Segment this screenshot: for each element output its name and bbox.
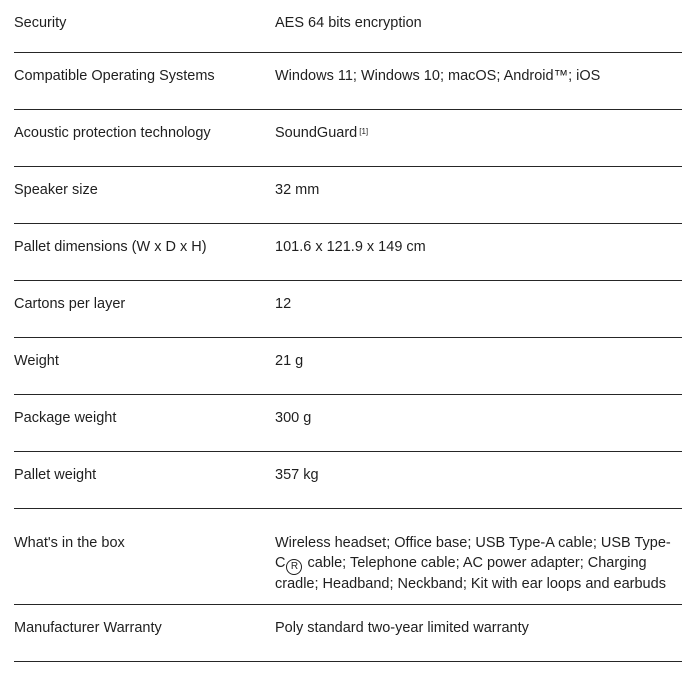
spec-row-pallet-dimensions: [14, 224, 682, 281]
spec-row-security: [14, 0, 682, 53]
spec-row-pallet-weight: [14, 452, 682, 509]
spec-label: Pallet dimensions (W x D x H): [14, 239, 207, 255]
spec-value-text: Wireless headset; Office base; USB Type-A cable; USB Type-C: [275, 535, 671, 571]
spec-label: What's in the box: [14, 535, 125, 551]
spec-value: Poly standard two-year limited warranty: [275, 620, 529, 636]
spec-value: [275, 534, 682, 604]
spec-value: 32 mm: [275, 182, 320, 198]
spec-value: AES 64 bits encryption: [275, 15, 422, 31]
spec-label: Security: [14, 15, 67, 31]
spec-row-manufacturer-warranty: [14, 605, 682, 662]
spec-label: Manufacturer Warranty: [14, 620, 162, 636]
spec-row-compatible-os: [14, 53, 682, 110]
spec-label: Acoustic protection technology: [14, 125, 211, 141]
spec-label: Weight: [14, 353, 59, 369]
spec-label: Pallet weight: [14, 467, 97, 483]
spec-value: 21 g: [275, 353, 304, 369]
footnote-reference[interactable]: [1]: [359, 127, 369, 136]
spec-value: 12: [275, 296, 292, 312]
spec-row-package-weight: [14, 395, 682, 452]
spec-row-cartons-per-layer: [14, 281, 682, 338]
spec-value: Windows 11; Windows 10; macOS; Android™; iOS: [275, 68, 601, 84]
spec-value: 357 kg: [275, 467, 319, 483]
spec-value-text: cable; Telephone cable; AC power adapter; Charging cradle; Headband; Neckband; Kit with ear loops and earbuds: [275, 554, 666, 592]
spec-label: Cartons per layer: [14, 296, 126, 312]
spec-value: 300 g: [275, 410, 312, 426]
registered-r-icon: R: [286, 559, 302, 575]
spec-label: Compatible Operating Systems: [14, 68, 215, 84]
spec-row-weight: [14, 338, 682, 395]
spec-row-speaker-size: [14, 167, 682, 224]
spec-row-acoustic-protection: [14, 110, 682, 167]
spec-value: [275, 124, 682, 166]
spec-label: Speaker size: [14, 182, 98, 198]
spec-value-text: SoundGuard: [275, 125, 358, 141]
spec-label: Package weight: [14, 410, 117, 426]
spec-value: 101.6 x 121.9 x 149 cm: [275, 239, 426, 255]
spec-row-whats-in-the-box: [14, 509, 682, 605]
specifications-table: [14, 0, 682, 662]
